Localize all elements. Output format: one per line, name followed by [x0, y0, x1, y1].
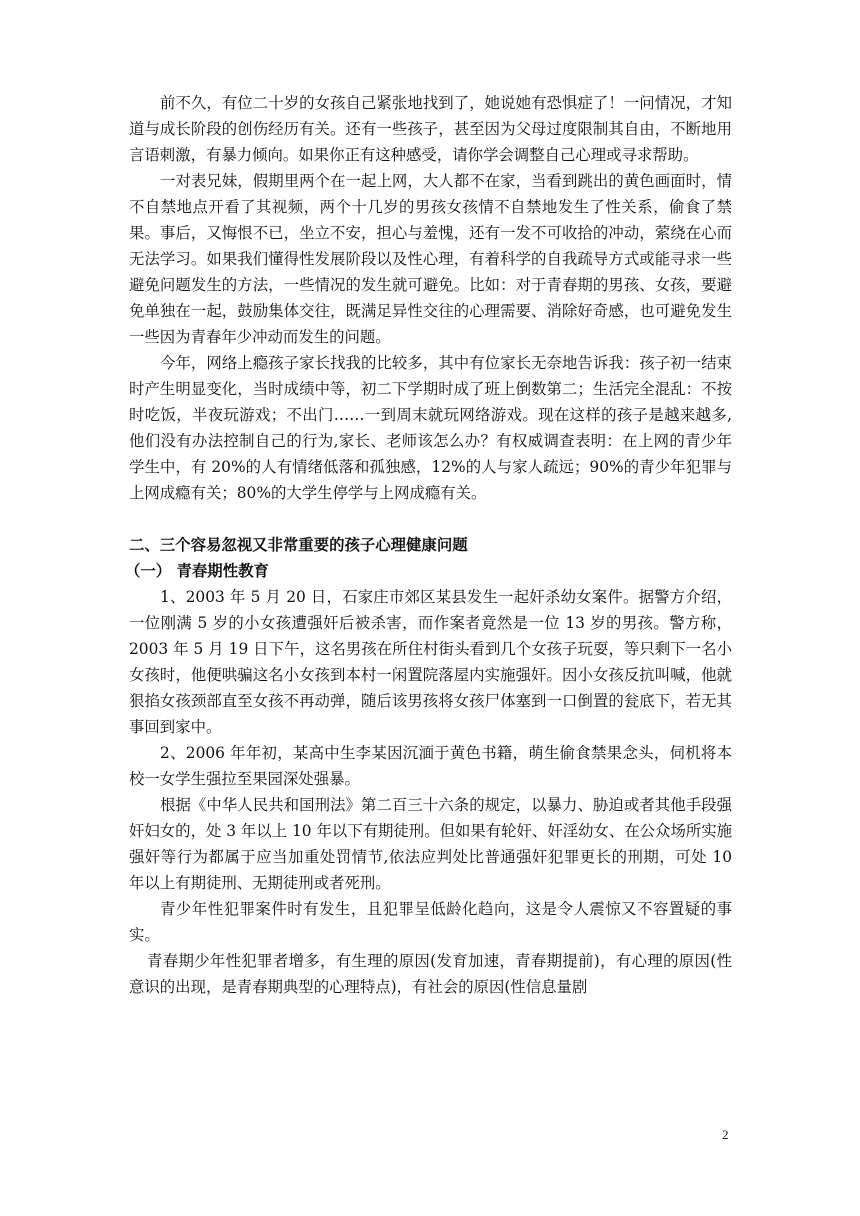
page-number: 2 — [722, 1127, 729, 1142]
paragraph-criminal-law: 根据《中华人民共和国刑法》第二百三十六条的规定，以暴力、胁迫或者其他手段强奸妇女的，处 3 年以上 10 年以下有期徒刑。但如果有轮奸、奸淫幼女、在公众场所实施强奸等行为都属于应当加重处罚情节,依法应判处比普通强奸犯罪更长的刑期，可处 10 年以上有期徒刑、无期徒刑或者死刑。 — [129, 796, 733, 892]
paragraph-case-1: 1、2003 年 5 月 20 日，石家庄市郊区某县发生一起奸杀幼女案件。据警方介绍，一位刚满 5 岁的小女孩遭强奸后被杀害，而作案者竟然是一位 13 岁的男孩。警方称，2003 年 5 月 19 日下午，这名男孩在所住村街头看到几个女孩子玩耍，等只剩下一名小女孩时，他便哄骗这名小女孩到本村一闲置院落屋内实施强奸。因小女孩反抗叫喊，他就狠掐女孩颈部直至女孩不再动弹，随后该男孩将女孩尸体塞到一口倒置的瓮底下，若无其事回到家中。 — [129, 588, 732, 736]
paragraph-causes: 青春期少年性犯罪者增多，有生理的原因(发育加速，青春期提前)，有心理的原因(性意识的出现，是青春期典型的心理特点)，有社会的原因(性信息量剧 — [129, 952, 732, 996]
paragraph-case-2: 2、2006 年年初，某高中生李某因沉湎于黄色书籍，萌生偷食禁果念头，伺机将本校一女学生强拉至果园深处强暴。 — [129, 744, 732, 788]
section-spacer — [129, 506, 732, 532]
paragraph-cousins-case: 一对表兄妹，假期里两个在一起上网，大人都不在家，当看到跳出的黄色画面时，情不自禁地点开看了其视频，两个十几岁的男孩女孩情不自禁地发生了性关系，偷食了禁果。事后，又悔恨不已，坐立不安，担心与羞愧，还有一发不可收拾的冲动，萦绕在心而无法学习。如果我们懂得性发展阶段以及性心理，有着科学的自我疏导方式或能寻求一些避免问题发生的方法，一些情况的发生就可避免。比如：对于青春期的男孩、女孩，要避免单独在一起，鼓励集体交往，既满足异性交往的心理需要、消除好奇感，也可避免发生一些因为青春年少冲动而发生的问题。 — [129, 172, 732, 346]
page-body — [125, 90, 733, 1000]
paragraph-internet-addiction: 今年，网络上瘾孩子家长找我的比较多，其中有位家长无奈地告诉我：孩子初一结束时产生明显变化，当时成绩中等，初二下学期时成了班上倒数第二；生活完全混乱：不按时吃饭，半夜玩游戏；不出门……一到周末就玩网络游戏。现在这样的孩子是越来越多,他们没有办法控制自己的行为,家长、老师该怎么办？有权威调查表明：在上网的青少年学生中，有 20%的人有情绪低落和孤独感，12%的人与家人疏远；90%的青少年犯罪与上网成瘾有关；80%的大学生停学与上网成瘾有关。 — [129, 354, 732, 502]
subsection-heading: （一） 青春期性教育 — [125, 562, 269, 580]
paragraph-juvenile-crime: 青少年性犯罪案件时有发生，且犯罪呈低龄化趋向，这是令人震惊又不容置疑的事实。 — [129, 900, 732, 944]
paragraph-anxiety-case: 前不久，有位二十岁的女孩自己紧张地找到了，她说她有恐惧症了！一问情况，才知道与成长阶段的创伤经历有关。还有一些孩子，甚至因为父母过度限制其自由，不断地用言语刺激，有暴力倾向。如果你正有这种感受，请你学会调整自己心理或寻求帮助。 — [129, 94, 732, 164]
section-heading: 二、三个容易忽视又非常重要的孩子心理健康问题 — [129, 536, 468, 554]
